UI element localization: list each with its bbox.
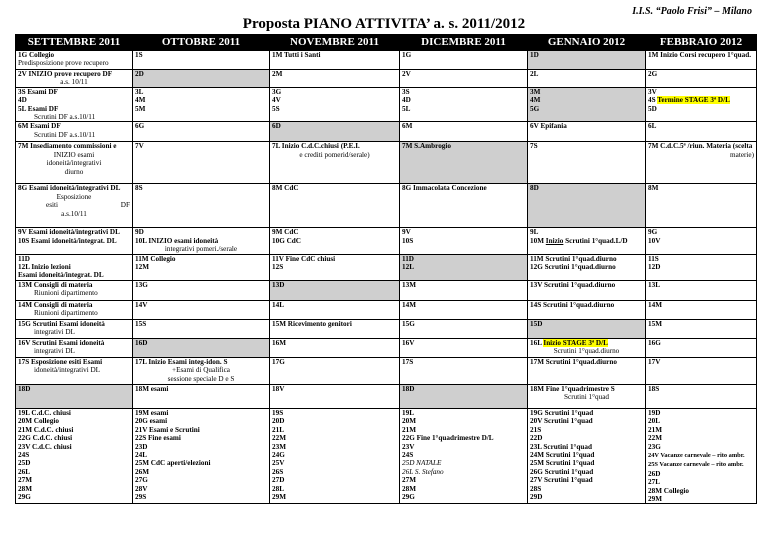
day-cell: 1M Inizio Corsi recupero 1°quad. <box>646 51 757 70</box>
day-cell: 8M CdC <box>270 184 400 228</box>
day-cell: 2G <box>646 70 757 88</box>
day-cell: 3S Esami DF 4D 5L Esami DF Scrutini DF a.s.10/11 <box>16 87 133 122</box>
day-cell: 8M <box>646 184 757 228</box>
month-header: FEBBRAIO 2012 <box>646 35 757 51</box>
day-cell: 16L Inizio STAGE 3ª D/L Scrutini 1°quad.diurno <box>528 338 646 357</box>
calendar-row <box>16 51 757 70</box>
day-cell: 14S Scrutini 1°quad.diurno <box>528 300 646 319</box>
day-cell: 16V Scrutini Esami idoneità integrativi DL <box>16 338 133 357</box>
day-cell: 9D 10L INIZIO esami idoneità integrativi pomeri./serale <box>133 228 270 254</box>
day-cell: 1G Collegio Predisposizione prove recupero <box>16 51 133 70</box>
day-cell: 11D 12L Inizio lezioni Esami idoneità/integrat. DL <box>16 254 133 280</box>
day-cell: 19L C.d.C. chiusi 20M Collegio 21M C.d.C. chiusi 22G C.d.C. chiusi 23V C.d.C. chiusi 24S 25D 26L 27M 28M 29G <box>16 408 133 503</box>
day-cell: 14M <box>646 300 757 319</box>
day-cell: 13M <box>400 280 528 300</box>
day-cell: 19M esami 20G esami 21V Esami e Scrutini 22S Fine esami 23D 24L 25M CdC aperti/elezioni 26M 27G 28V 29S <box>133 408 270 503</box>
day-cell: 3G 4V 5S <box>270 87 400 122</box>
day-cell: 8S <box>133 184 270 228</box>
day-cell: 17S Esposizione esiti Esami idoneità/integrativi DL <box>16 357 133 384</box>
day-cell: 9L 10M Inizio Scrutini 1°quad.L/D <box>528 228 646 254</box>
calendar-row <box>16 280 757 300</box>
calendar-row <box>16 300 757 319</box>
day-cell: 2L <box>528 70 646 88</box>
school-name: I.I.S. “Paolo Frisi” – Milano <box>632 6 752 17</box>
calendar-row <box>16 384 757 408</box>
day-cell: 18V <box>270 384 400 408</box>
calendar-row <box>16 142 757 184</box>
day-cell: 16V <box>400 338 528 357</box>
day-cell: 15D <box>528 319 646 338</box>
day-cell: 7M Insediamento commissioni e INIZIO esami idoneità/integrativi diurno <box>16 142 133 184</box>
calendar-row <box>16 338 757 357</box>
day-cell: 11S 12D <box>646 254 757 280</box>
calendar-row <box>16 319 757 338</box>
day-cell: 9V Esami idoneità/integrativi DL 10S Esami idoneità/integrat. DL <box>16 228 133 254</box>
day-cell: 11D 12L <box>400 254 528 280</box>
activity-calendar-table <box>15 34 757 504</box>
day-cell: 18S <box>646 384 757 408</box>
day-cell: 11M Scrutini 1°quad.diurno 12G Scrutini 1°quad.diurno <box>528 254 646 280</box>
calendar-row <box>16 122 757 142</box>
day-cell: 17S <box>400 357 528 384</box>
calendar-row <box>16 408 757 503</box>
day-cell: 16M <box>270 338 400 357</box>
calendar-row <box>16 357 757 384</box>
day-cell: 15S <box>133 319 270 338</box>
day-cell: 9V 10S <box>400 228 528 254</box>
day-cell: 6V Epifania <box>528 122 646 142</box>
calendar-row <box>16 70 757 88</box>
day-cell: 7M C.d.C.5ª /riun. Materia (scelta materie) <box>646 142 757 184</box>
day-cell: 13L <box>646 280 757 300</box>
day-cell: 6L <box>646 122 757 142</box>
day-cell: 1D <box>528 51 646 70</box>
day-cell: 18D <box>400 384 528 408</box>
day-cell: 19L 20M 21M 22G Fine 1°quadrimestre D/L 23V 24S 25D NATALE 26L S. Stefano 27M 28M 29G <box>400 408 528 503</box>
day-cell: 13M Consigli di materia Riunioni dipartimento <box>16 280 133 300</box>
day-cell: 2V INIZIO prove recupero DF a.s. 10/11 <box>16 70 133 88</box>
calendar-row <box>16 87 757 122</box>
month-header: DICEMBRE 2011 <box>400 35 528 51</box>
day-cell: 13V Scrutini 1°quad.diurno <box>528 280 646 300</box>
month-header: GENNAIO 2012 <box>528 35 646 51</box>
day-cell: 18M esami <box>133 384 270 408</box>
day-cell: 9G 10V <box>646 228 757 254</box>
day-cell: 18M Fine 1°quadrimestre S Scrutini 1°quad <box>528 384 646 408</box>
day-cell: 6D <box>270 122 400 142</box>
calendar-row <box>16 184 757 228</box>
day-cell: 14M Consigli di materia Riunioni dipartimento <box>16 300 133 319</box>
day-cell: 15M Ricevimento genitori <box>270 319 400 338</box>
day-cell: 7L Inizio C.d.C.chiusi (P.E.I. e crediti pomerid/serale) <box>270 142 400 184</box>
day-cell: 3V 4S Termine STAGE 3ª D/L 5D <box>646 87 757 122</box>
day-cell: 14M <box>400 300 528 319</box>
day-cell: 17L Inizio Esami integ-idon. S +Esami di Qualifica sessione speciale D e S <box>133 357 270 384</box>
day-cell: 17M Scrutini 1°quad.diurno <box>528 357 646 384</box>
day-cell: 17G <box>270 357 400 384</box>
month-header: SETTEMBRE 2011 <box>16 35 133 51</box>
day-cell: 8G Immacolata Concezione <box>400 184 528 228</box>
day-cell: 7M S.Ambrogio <box>400 142 528 184</box>
day-cell: 2V <box>400 70 528 88</box>
day-cell: 6M Esami DF Scrutini DF a.s.10/11 <box>16 122 133 142</box>
month-header-row <box>16 35 757 51</box>
day-cell: 6M <box>400 122 528 142</box>
day-cell: 15G Scrutini Esami idoneità integrativi DL <box>16 319 133 338</box>
day-cell: 14V <box>133 300 270 319</box>
day-cell: 7V <box>133 142 270 184</box>
day-cell: 8G Esami idoneità/integrativi DL Esposizione esiti DF a.s.10/11 <box>16 184 133 228</box>
day-cell: 2D <box>133 70 270 88</box>
day-cell: 16D <box>133 338 270 357</box>
page-title: Proposta PIANO ATTIVITA’ a. s. 2011/2012 <box>242 16 526 32</box>
calendar-row <box>16 254 757 280</box>
day-cell: 15G <box>400 319 528 338</box>
day-cell: 17V <box>646 357 757 384</box>
month-header: OTTOBRE 2011 <box>133 35 270 51</box>
day-cell: 7S <box>528 142 646 184</box>
day-cell: 2M <box>270 70 400 88</box>
day-cell: 8D <box>528 184 646 228</box>
day-cell: 1M Tutti i Santi <box>270 51 400 70</box>
day-cell: 19G Scrutini 1°quad 20V Scrutini 1°quad 21S 22D 23L Scrutini 1°quad 24M Scrutini 1°quad 25M Scrutini 1°quad 26G Scrutini 1°quad 27V Scrutini 1°quad 28S 29D <box>528 408 646 503</box>
day-cell: 16G <box>646 338 757 357</box>
day-cell: 15M <box>646 319 757 338</box>
day-cell: 13G <box>133 280 270 300</box>
day-cell: 11V Fine CdC chiusi 12S <box>270 254 400 280</box>
day-cell: 3L 4M 5M <box>133 87 270 122</box>
day-cell: 19S 20D 21L 22M 23M 24G 25V 26S 27D 28L 29M <box>270 408 400 503</box>
day-cell: 6G <box>133 122 270 142</box>
day-cell: 3M 4M 5G <box>528 87 646 122</box>
day-cell: 11M Collegio 12M <box>133 254 270 280</box>
calendar-row <box>16 228 757 254</box>
day-cell: 14L <box>270 300 400 319</box>
day-cell: 3S 4D 5L <box>400 87 528 122</box>
day-cell: 1G <box>400 51 528 70</box>
day-cell: 19D 20L 21M 22M 23G 24V Vacanze carnevale – rito ambr. 25S Vacanze carnevale – rito ambr. 26D 27L 28M Collegio 29M <box>646 408 757 503</box>
day-cell: 13D <box>270 280 400 300</box>
month-header: NOVEMBRE 2011 <box>270 35 400 51</box>
day-cell: 18D <box>16 384 133 408</box>
day-cell: 1S <box>133 51 270 70</box>
day-cell: 9M CdC 10G CdC <box>270 228 400 254</box>
